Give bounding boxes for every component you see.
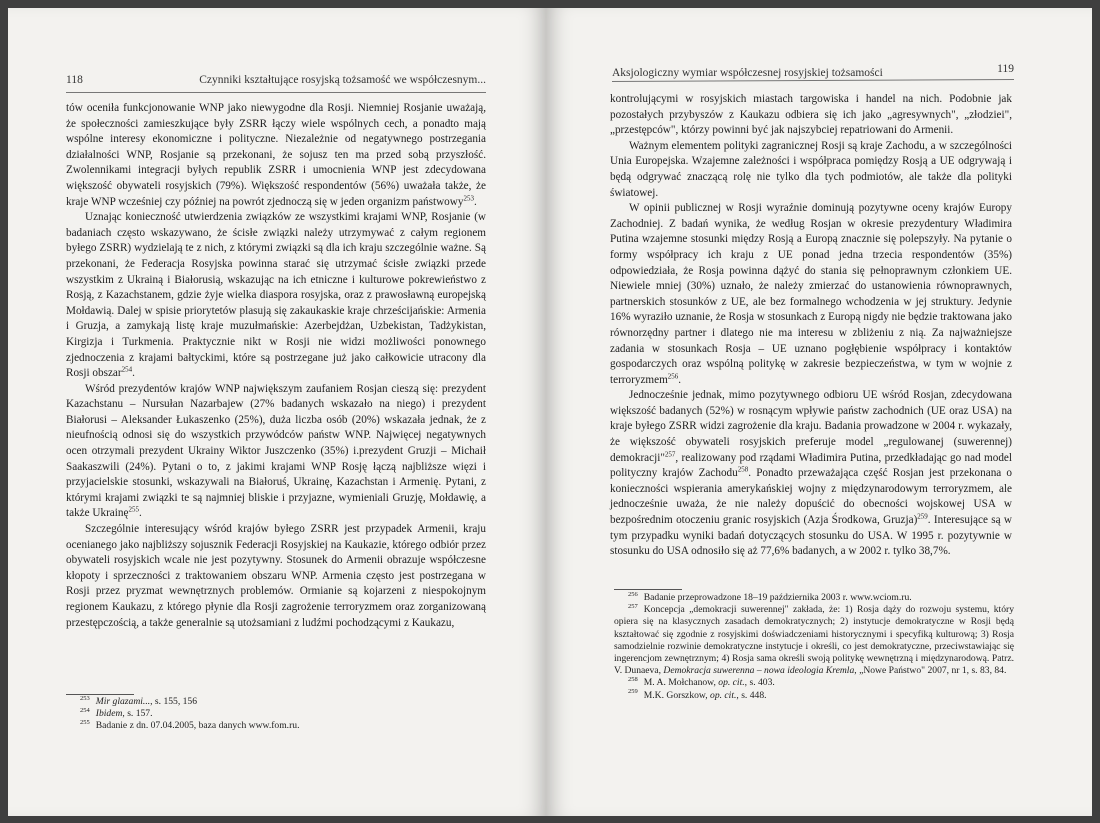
right-page-footnotes [614,592,1014,702]
left-page [8,8,546,816]
footnote-ref: 256 [667,371,679,380]
paragraph [66,522,486,631]
footnote [614,677,1014,689]
text-run: tów oceniła funkcjonowanie WNP jako niewygodne dla Rosji. Niemniej Rosjanie uważają, że społeczności zamieszkujące były ZSRR łączy wiele wspólnych cech, a ponadto mają wspólne interesy ekonomiczne i polityczne. Niezależnie od negatywnego postrzegania działalności WNP, Rosjanie są przekonani, że sojusz ten ma przed sobą przyszłość. Zwolennikami integracji byłych republik ZSRR i umocnienia WNP jest zdecydowana większość obywateli rosyjskich (79%). Większość respondentów (56%) uważała także, że kraje WNP wcześniej czy później na powrót zjednoczą się w jeden organizm państwowy [66,102,486,208]
text-run: Uznając konieczność utwierdzenia związków ze wszystkimi krajami WNP, Rosjanie (w badaniach często wskazywano, że ścisłe związki należy utrzymywać z całym regionem byłego ZSRR) wydzielają te z nich, z którymi związki są dla ich kraju szczególnie ważne. Są przekonani, że Federacja Rosyjska powinna starać się utrzymać ścisłe związki przede wszystkim z Ukrainą i Białorusią, wskazując na ich etniczne i kulturowe pokrewieństwo z Rosją, z Kazachstanem, gdzie żyje wielka diaspora rosyjska, oraz z prawosławną europejską Mołdawią. Dalej w spisie priorytetów plasują się zakaukaskie kraje chrześcijańskie: Armenia i Gruzja, a zamykają listę kraje muzułmańskie: Azerbejdżan, Uzbekistan, Tadżykistan, Kirgizja i Turkmenia. Praktycznie nikt w Rosji nie widzi możliwości ponownego zjednoczenia z krajami bałtyckimi, które są postrzegane już jako całkowicie utracony dla Rosji obszar [66,211,486,380]
right-page-body [610,92,1012,560]
running-title: Czynniki kształtujące rosyjską tożsamość we współczesnym... [199,74,486,86]
footnote-number: 257 [628,603,638,611]
footnote-ref: 253 [463,193,474,202]
text-run: . Ponadto przeważająca część Rosjan jest przekonana o konieczności wspierania amerykańskiej wojny z międzynarodowym terroryzmem, ale jednocześnie uważa, że nie należy dopuścić do obecności wojskowej USA w bezpośrednim otoczeniu granic rosyjskich (Azja Środkowa, Gruzja) [610,467,1012,527]
text-run: , realizowany pod rządami Władimira Putina, przedkładając go nad model polityczny krajów Zachodu [610,451,1012,480]
paragraph [66,101,486,210]
text-run: , s. 448. [736,689,767,701]
italic-text: op. cit. [710,689,737,701]
paragraph [610,388,1012,560]
running-title: Aksjologiczny wymiar współczesnej rosyjskiej tożsamości [612,67,883,79]
text-run: Badanie przeprowadzone 18–19 października 2003 r. www.wciom.ru. [643,592,912,603]
footnote-separator [66,694,134,695]
paragraph [66,382,486,522]
footnote-separator [614,589,682,590]
paragraph [610,201,1012,388]
footnote [614,690,1014,702]
text-run: Badanie z dn. 07.04.2005, baza danych www.fom.ru. [95,720,300,732]
footnote [66,708,486,720]
text-run: . [473,195,477,208]
footnote-ref: 255 [128,505,139,514]
italic-text: Ibidem [95,708,123,720]
footnote-number: 253 [80,694,90,702]
footnote [66,696,486,708]
text-run: Koncepcja „demokracji suwerennej" zakłada, że: 1) Rosja dąży do rozwoju systemu, który opiera się na klasycznych zasadach demokratycznych; 2) instytucje demokratyczne w Rosji będą kształtować się zgodnie z rosyjskimi doświadczeniami historycznymi i specyfiką kulturową; 3) Rosja samodzielnie rozwinie demokratyczne instytucje i określi, co jest demokratyczne, przeciwstawiając się ingerencjom zewnętrznym; 4) Rosja sama określi swoją politykę wewnętrzną i międzynarodową. Patrz. V. Dunaeva, [614,604,1014,677]
text-run: kontrolującymi w rosyjskich miastach targowiska i handel na nich. Podobnie jak pozostałych przybyszów z Kaukazu odbiera się ich jako „agresywnych", „złodziei", „przestępców", którzy powinni być jak najszybciej repatriowani do Armenii. [610,93,1012,137]
text-run: W opinii publicznej w Rosji wyraźnie dominują pozytywne oceny krajów Europy Zachodniej. Z badań wynika, że według Rosjan w okresie prezydentury Władimira Putina wzajemne stosunki między Rosją a Europą znacznie się polepszyły. Na pytanie o formy współpracy ich kraju z UE ponad jedna trzecia respondentów (35%) odpowiedziała, że Rosja powinna dążyć do stania się pełnoprawnym członkiem UE. Niewiele mniej (30%) uznało, że należy zmierzać do ustanowienia równoprawnych, partnerskich stosunków z UE, ale bez formalnego wchodzenia w jej struktury. Jedynie 16% wyraziło uznanie, że Rosja w stosunkach z Europą nigdy nie będzie traktowana jako równorzędny partner i dlatego nie ma interesu w zbliżeniu z nią. Za najważniejsze zadania w stosunkach Rosja – UE uznano pogłębienie współpracy i kontaktów gospodarczych oraz wspólną politykę w zakresie bezpieczeństwa, w tym w wojnie z terroryzmem [610,202,1012,386]
text-run: . [132,367,135,380]
footnote-ref: 259 [917,512,928,521]
footnote-ref: 254 [121,365,133,374]
text-run: M.K. Gorszkow, [643,689,711,701]
text-run: . Interesujące są w tym przypadku wyniki badań dotyczących stosunku do USA. W 1995 r. pozytywnie w stosunku do USA odnosiło się aż 77,6% badanych, a w 2002 r. tylko 38,7%. [610,514,1012,558]
paragraph [610,92,1012,139]
text-run: , s. 157. [122,708,153,720]
footnote-number: 258 [628,676,638,684]
footnote-ref: 257 [664,449,676,458]
footnote [614,592,1014,604]
page-number: 119 [997,63,1014,75]
text-run: Jednocześnie jednak, mimo pozytywnego odbioru UE wśród Rosjan, zdecydowana większość badanych (52%) w rosnącym wpływie państw zachodnich (UE oraz USA) na kraje byłego ZSRR widzi zagrożenie dla kraju. Badania prowadzone w 2004 r. wykazały, że większość obywateli rosyjskich preferuje model „regulowanej (suwerennej) demokracji" [610,389,1012,464]
left-page-footnotes [66,696,486,733]
footnote [614,604,1014,677]
header-rule [66,92,486,93]
footnote [66,720,486,732]
footnote-number: 255 [80,719,90,727]
text-run: Ważnym elementem polityki zagranicznej Rosji są kraje Zachodu, a w szczególności Unia Europejska. Wzajemne zależności i współpraca pomiędzy Rosją a UE odgrywają i będą odgrywać znaczącą rolę nie tylko dla tych podmiotów, ale także dla polityki światowej. [610,139,1012,199]
paragraph [610,139,1012,201]
header-rule [612,79,1014,82]
text-run: M. A. Mołchanow, [643,677,719,689]
footnote-number: 259 [628,688,638,696]
italic-text: Demokracja suwerenna – nowa ideologia Kremla [663,665,855,677]
text-run: , s. 155, 156 [150,696,198,707]
italic-text: op. cit. [718,677,745,689]
italic-text: Mir glazami... [95,696,151,707]
right-page [546,8,1092,816]
text-run: , „Nowe Państwo" 2007, nr 1, s. 83, 84. [854,665,1007,677]
paragraph [66,210,486,382]
text-run: , s. 403. [744,677,775,689]
page-number: 118 [66,74,83,86]
text-run: . [138,507,142,520]
footnote-number: 256 [628,590,638,598]
footnote-ref: 258 [737,465,749,474]
text-run: . [678,373,682,386]
left-page-body [66,101,486,631]
text-run: Wśród prezydentów krajów WNP największym zaufaniem Rosjan cieszą się: prezydent Kazachstanu – Nursułan Nazarbajew (27% badanych wskazało na niego) i prezydent Białorusi – Aleksander Łukaszenko (25%), duża liczba osób (20%) wskazała jednak, że z nieufnością odnosi się do wszystkich przywódców państw WNP. Najwięcej negatywnych ocen otrzymali prezydent Ukrainy Wiktor Juszczenko (35%) i.prezydent Gruzji – Michaił Saakaszwili (24%). Pytani o to, z jakimi krajami WNP Rosję łączą najbliższe więzi i przyjacielskie stosunki, wskazywali na Białoruś, Ukrainę, Kazachstan i Armenię. Pytani, z którymi krajami związki te są najmniej bliskie i przyjazne, wymieniali Gruzję, Mołdawię, a także Ukrainę [66,382,486,520]
text-run: Szczególnie interesujący wśród krajów byłego ZSRR jest przypadek Armenii, kraju ocenianego jako najbliższy sojusznik Federacji Rosyjskiej na Kaukazie, którego odbiór przez obywateli rosyjskich wcale nie jest pozytywny. Stosunek do Armenii obrazuje współczesne kłopoty i sprzeczności z traktowaniem obszaru WNP. Armenia często jest postrzegana w Rosji przez pryzmat wewnętrznych problemów. Ormianie są kojarzeni z niespokojnym regionem Kaukazu, z którego płynie dla Rosji zagrożenie terroryzmem oraz zorganizowaną przestępczością, a także generalnie są utożsamiani z ludźmi pochodzącymi z Kaukazu, [66,523,486,629]
footnote-number: 254 [80,707,90,715]
